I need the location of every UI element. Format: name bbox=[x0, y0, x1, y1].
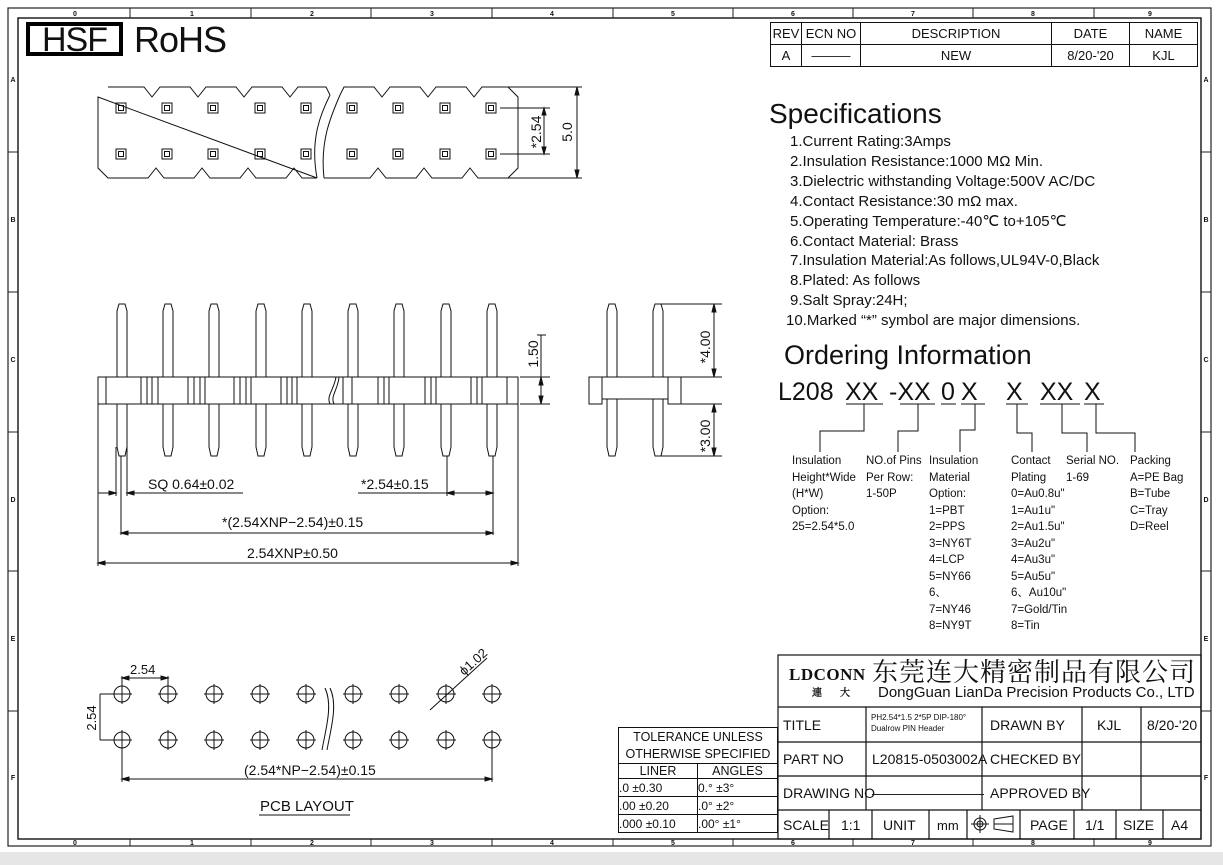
option-line: NO.of Pins bbox=[866, 455, 922, 467]
option-line: 8=Tin bbox=[1011, 620, 1040, 632]
drawn-date-value: 8/20-'20 bbox=[1147, 717, 1198, 733]
zone-col-4-bottom: 4 bbox=[550, 840, 554, 847]
option-line: Plating bbox=[1011, 471, 1047, 484]
side-view-lower-dim: *3.00 bbox=[697, 419, 713, 453]
zone-col-0: 0 bbox=[73, 11, 77, 18]
spec-item: 7.Insulation Material:As follows,UL94V-0,Black bbox=[790, 252, 1100, 270]
option-line: D=Reel bbox=[1130, 521, 1169, 533]
pcb-layout-title: PCB LAYOUT bbox=[260, 798, 354, 815]
option-line: Insulation bbox=[792, 455, 842, 467]
option-line: 3=Au2u" bbox=[1011, 537, 1056, 550]
angle-value: .0° ±2° bbox=[698, 797, 778, 815]
angle-value: 0.° ±3° bbox=[698, 779, 778, 797]
spec-item: 5.Operating Temperature:-40℃ to+105℃ bbox=[790, 212, 1067, 230]
tolerance-table bbox=[618, 727, 778, 833]
drawing-title-line1: PH2.54*1.5 2*5P DIP-180° bbox=[871, 713, 967, 722]
zone-col-2-bottom: 2 bbox=[310, 840, 314, 847]
front-view-sq-dim: SQ 0.64±0.02 bbox=[148, 476, 235, 492]
pcb-layout bbox=[100, 658, 502, 815]
code-fixed-zero: 0 bbox=[941, 378, 955, 406]
zone-col-1-bottom: 1 bbox=[190, 840, 194, 847]
front-view-total-dim: 2.54XNP±0.50 bbox=[247, 545, 338, 561]
zone-col-7: 7 bbox=[911, 11, 915, 18]
option-line: 1=Au1u" bbox=[1011, 504, 1056, 517]
tolerance-row bbox=[619, 797, 778, 815]
rev-value: A bbox=[771, 45, 802, 67]
date-value: 8/20-'20 bbox=[1052, 45, 1130, 67]
option-line: 6、Au10u" bbox=[1011, 587, 1067, 599]
option-line: 8=NY9T bbox=[929, 620, 972, 632]
code-packing: X bbox=[1084, 378, 1101, 406]
drawing-title bbox=[871, 712, 966, 734]
option-line: 5=Au5u" bbox=[1011, 570, 1056, 583]
option-line: 5=NY66 bbox=[929, 570, 971, 583]
option-line: Packing bbox=[1130, 455, 1171, 467]
option-line: Material bbox=[929, 471, 970, 484]
zone-col-8-bottom: 8 bbox=[1031, 840, 1035, 847]
zone-row-e-right: E bbox=[1203, 636, 1209, 643]
spec-item: 10.Marked “*” symbol are major dimensions. bbox=[786, 312, 1081, 330]
zone-row-f-right: F bbox=[1203, 775, 1209, 782]
zone-col-5-bottom: 5 bbox=[671, 840, 675, 847]
name-value: KJL bbox=[1130, 45, 1198, 67]
viewer-bottom-bar bbox=[0, 852, 1223, 865]
name-header: NAME bbox=[1130, 23, 1198, 45]
hsf-badge: HSF bbox=[26, 22, 123, 56]
option-insulation-size bbox=[792, 453, 856, 536]
spec-item: 2.Insulation Resistance:1000 MΩ Min. bbox=[790, 152, 1044, 170]
company-logo-subtitle: 連大 bbox=[812, 688, 868, 699]
zone-col-1: 1 bbox=[190, 11, 194, 18]
drawn-by-value: KJL bbox=[1097, 717, 1122, 733]
zone-col-3-bottom: 3 bbox=[430, 840, 434, 847]
option-line: C=Tray bbox=[1130, 504, 1168, 517]
zone-col-8: 8 bbox=[1031, 11, 1035, 18]
unit-label: UNIT bbox=[883, 817, 916, 833]
liner-value: .000 ±0.10 bbox=[619, 815, 698, 833]
code-contact-plating: X bbox=[1006, 378, 1023, 406]
zone-row-c: C bbox=[10, 357, 16, 364]
spec-item: 1.Current Rating:3Amps bbox=[790, 133, 951, 150]
option-packing bbox=[1130, 453, 1183, 536]
tolerance-row bbox=[619, 779, 778, 797]
option-line: (H*W) bbox=[792, 488, 824, 500]
option-line: 0=Au0.8u" bbox=[1011, 488, 1065, 500]
liner-header: LINER bbox=[619, 764, 698, 779]
spec-item: 8.Plated: As follows bbox=[790, 272, 921, 290]
option-contact-plating bbox=[1011, 453, 1067, 635]
scale-label: SCALE bbox=[783, 817, 829, 833]
code-insulation-size: XX bbox=[845, 378, 879, 406]
code-insulation-material: X bbox=[961, 378, 978, 406]
title-label: TITLE bbox=[783, 717, 822, 733]
zone-col-9-bottom: 9 bbox=[1148, 840, 1152, 847]
zone-row-b: B bbox=[10, 217, 16, 224]
option-serial-no bbox=[1066, 453, 1119, 486]
front-view-pitch-dim: *2.54±0.15 bbox=[361, 476, 429, 492]
option-insulation-material bbox=[929, 453, 978, 635]
pcb-hole-dim: ϕ1.02 bbox=[455, 645, 491, 679]
liner-value: .00 ±0.20 bbox=[619, 797, 698, 815]
top-view bbox=[98, 87, 582, 178]
option-line: Option: bbox=[929, 488, 967, 500]
spec-item: 9.Salt Spray:24H; bbox=[790, 292, 908, 310]
top-view-width-dim: 5.0 bbox=[559, 122, 575, 142]
option-line: 4=LCP bbox=[929, 554, 965, 566]
option-line: Serial NO. bbox=[1066, 455, 1120, 467]
front-view-body-dim: 1.50 bbox=[525, 340, 541, 368]
option-line: Height*Wide bbox=[792, 471, 856, 484]
spec-item: 3.Dielectric withstanding Voltage:500V AC/DC bbox=[790, 172, 1096, 190]
page-label: PAGE bbox=[1030, 817, 1068, 833]
option-line: Option: bbox=[792, 504, 830, 517]
angle-value: .00° ±1° bbox=[698, 815, 778, 833]
side-view-upper-dim: *4.00 bbox=[697, 330, 713, 364]
option-line: A=PE Bag bbox=[1130, 471, 1184, 484]
company-name-chinese: 东莞连大精密制品有限公司 bbox=[872, 658, 1197, 688]
code-serial-no: XX bbox=[1040, 378, 1074, 406]
code-prefix: L208 bbox=[778, 378, 834, 406]
ecn-value: ——— bbox=[802, 45, 861, 67]
top-view-pitch-dim: *2.54 bbox=[528, 115, 544, 149]
description-header: DESCRIPTION bbox=[861, 23, 1052, 45]
tolerance-title-line1: TOLERANCE UNLESS bbox=[633, 729, 763, 744]
option-line: 1-69 bbox=[1066, 471, 1090, 484]
specifications-title: Specifications bbox=[769, 98, 942, 129]
scale-value: 1:1 bbox=[841, 817, 861, 833]
zone-row-d-right: D bbox=[1203, 497, 1209, 504]
checked-by-label: CHECKED BY bbox=[990, 751, 1082, 767]
pcb-span-dim: (2.54*NP−2.54)±0.15 bbox=[244, 762, 376, 778]
drawing-no-value: ———————— bbox=[872, 785, 984, 801]
option-line: B=Tube bbox=[1130, 488, 1171, 500]
rev-header: REV bbox=[771, 23, 802, 45]
third-angle-projection-icon bbox=[971, 815, 1013, 833]
rohs-label: RoHS bbox=[134, 19, 227, 60]
zone-row-c-right: C bbox=[1203, 357, 1209, 364]
zone-col-4: 4 bbox=[550, 11, 554, 18]
drawing-no-label: DRAWING NO bbox=[783, 785, 876, 801]
zone-col-6-bottom: 6 bbox=[791, 840, 795, 847]
tolerance-row bbox=[619, 815, 778, 833]
specifications-list bbox=[786, 132, 1100, 331]
option-line: 7=NY46 bbox=[929, 603, 971, 616]
zone-row-b-right: B bbox=[1203, 217, 1209, 224]
zone-row-d: D bbox=[10, 497, 16, 504]
zone-col-9: 9 bbox=[1148, 11, 1152, 18]
option-line: 7=Gold/Tin bbox=[1011, 603, 1068, 616]
revision-table bbox=[770, 22, 1198, 67]
part-no-label: PART NO bbox=[783, 751, 844, 767]
page-value: 1/1 bbox=[1085, 817, 1105, 833]
option-pins-per-row bbox=[866, 453, 922, 503]
drawing-title-line2: Dualrow PIN Header bbox=[871, 724, 945, 733]
zone-col-6: 6 bbox=[791, 11, 795, 18]
zone-col-3: 3 bbox=[430, 11, 434, 18]
company-logo: LDCONN bbox=[789, 665, 866, 684]
option-line: Insulation bbox=[929, 455, 979, 467]
option-line: 4=Au3u" bbox=[1011, 554, 1056, 566]
option-line: 6、 bbox=[929, 587, 947, 599]
zone-col-0-bottom: 0 bbox=[73, 840, 77, 847]
option-line: 1=PBT bbox=[929, 504, 965, 517]
ordering-title: Ordering Information bbox=[784, 340, 1032, 370]
pcb-pitch-x-dim: 2.54 bbox=[130, 662, 156, 677]
zone-row-e: E bbox=[10, 636, 16, 643]
company-name-english: DongGuan LianDa Precision Products Co., LTD bbox=[878, 684, 1195, 701]
code-pins-per-row: -XX bbox=[889, 378, 931, 406]
option-line: 25=2.54*5.0 bbox=[792, 521, 855, 533]
ecn-header: ECN NO bbox=[802, 23, 861, 45]
zone-row-f: F bbox=[10, 775, 16, 782]
ordering-leader-lines bbox=[820, 404, 1135, 452]
part-no-value: L20815-0503002A bbox=[872, 751, 988, 767]
unit-value: mm bbox=[937, 818, 959, 833]
option-line: Per Row: bbox=[866, 471, 914, 484]
revision-row bbox=[771, 45, 1198, 67]
zone-col-2: 2 bbox=[310, 11, 314, 18]
spec-item: 6.Contact Material: Brass bbox=[790, 232, 959, 250]
zone-row-a: A bbox=[10, 77, 16, 84]
description-value: NEW bbox=[861, 45, 1052, 67]
tolerance-title-line2: OTHERWISE SPECIFIED bbox=[625, 746, 771, 761]
liner-value: .0 ±0.30 bbox=[619, 779, 698, 797]
zone-row-a-right: A bbox=[1203, 77, 1209, 84]
zone-col-5: 5 bbox=[671, 11, 675, 18]
option-line: 2=PPS bbox=[929, 521, 966, 533]
option-line: Contact bbox=[1011, 455, 1051, 467]
pcb-pitch-y-dim: 2.54 bbox=[84, 705, 99, 731]
zone-col-7-bottom: 7 bbox=[911, 840, 915, 847]
option-line: 2=Au1.5u" bbox=[1011, 521, 1065, 533]
option-line: 3=NY6T bbox=[929, 537, 972, 550]
option-line: 1-50P bbox=[866, 488, 897, 500]
size-label: SIZE bbox=[1123, 817, 1155, 833]
spec-item: 4.Contact Resistance:30 mΩ max. bbox=[790, 192, 1018, 210]
date-header: DATE bbox=[1052, 23, 1130, 45]
front-view-span-dim: *(2.54XNP−2.54)±0.15 bbox=[222, 514, 364, 530]
angles-header: ANGLES bbox=[698, 764, 778, 779]
drawn-by-label: DRAWN BY bbox=[990, 717, 1065, 733]
size-value: A4 bbox=[1171, 817, 1189, 833]
approved-by-label: APPROVED BY bbox=[990, 785, 1091, 801]
